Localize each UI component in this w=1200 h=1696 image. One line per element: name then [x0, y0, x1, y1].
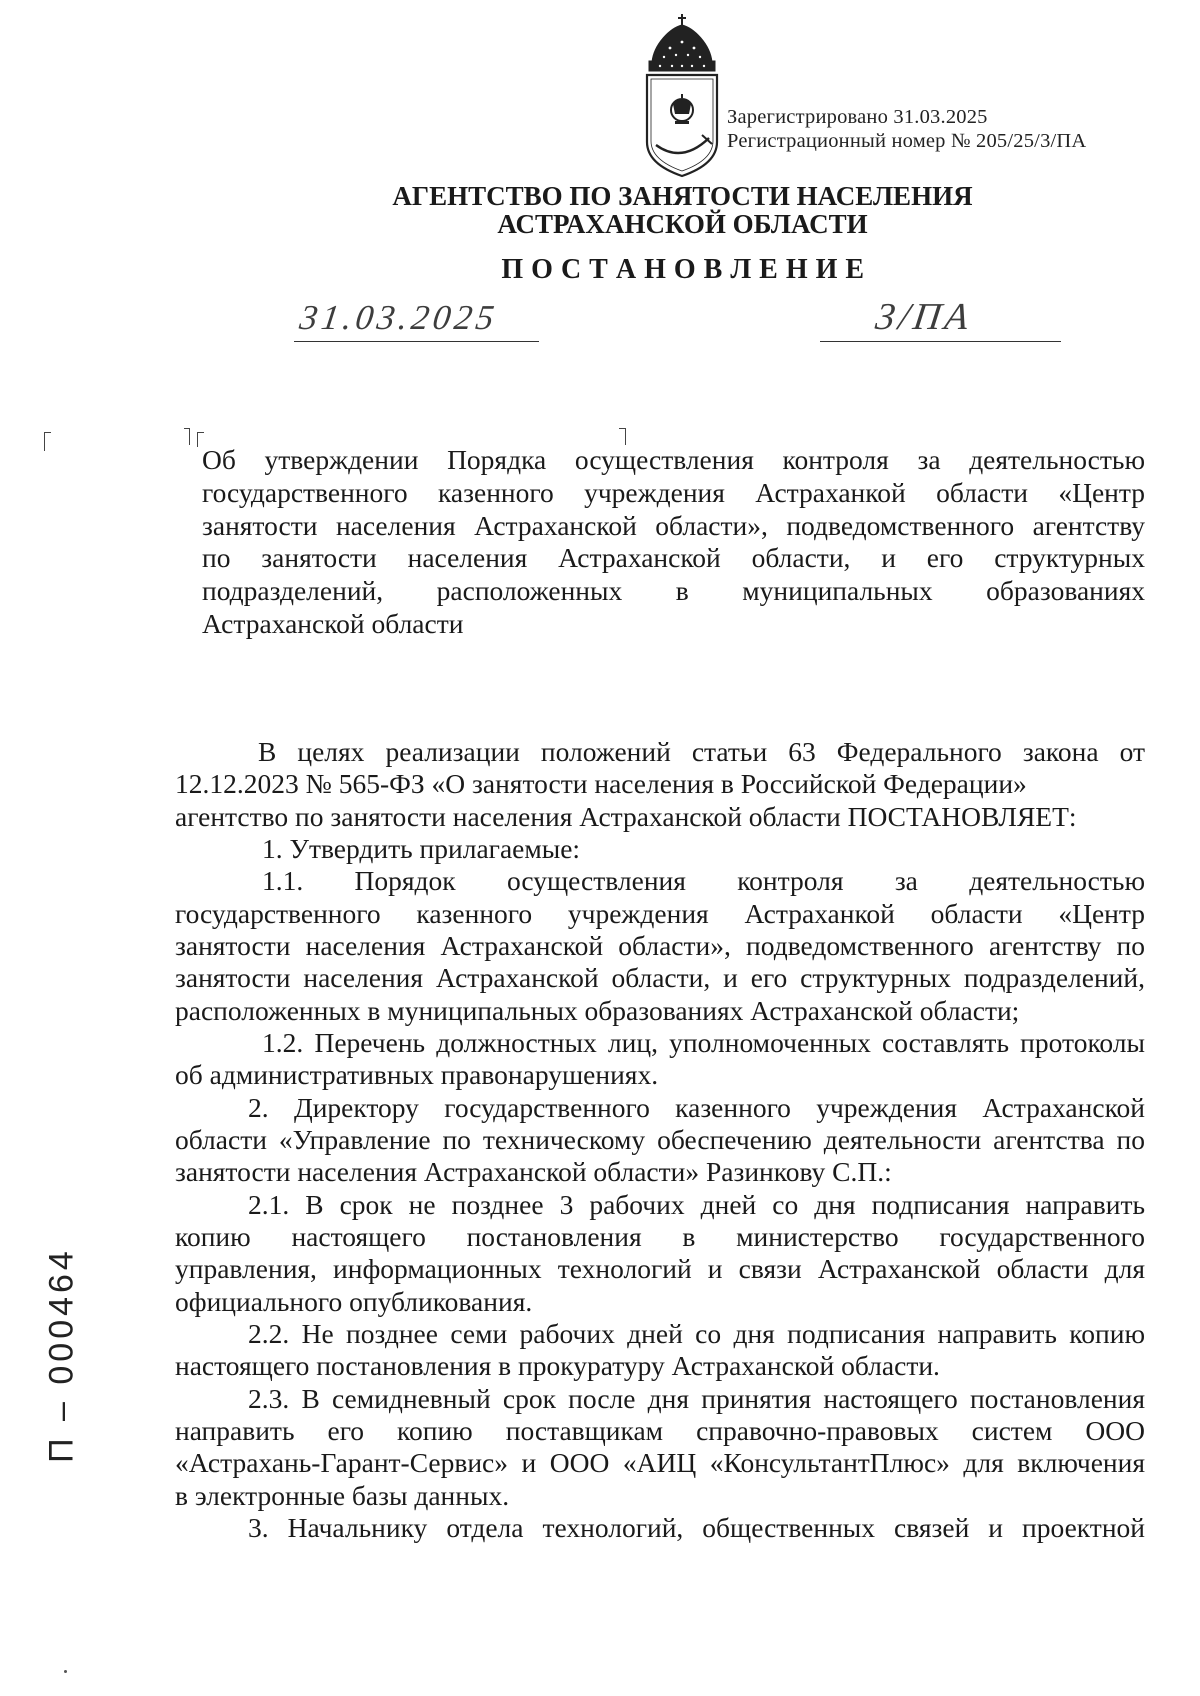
body-line: области «Управление по техническому обеспечению деятельности агентства по	[175, 1123, 1145, 1155]
body-line: 3. Начальнику отдела технологий, общественных связей и проектной	[248, 1511, 1145, 1543]
body-line: копию настоящего постановления в министерство государственного	[175, 1220, 1145, 1252]
body-line: 2.3. В семидневный срок после дня принятия настоящего постановления	[248, 1382, 1145, 1414]
document-number-stamp-text: П – 000464	[42, 1247, 81, 1463]
body-line: 12.12.2023 № 565-ФЗ «О занятости населения в Российской Федерации»	[175, 768, 1027, 800]
body-line: 1.2. Перечень должностных лиц, уполномоченных составлять протоколы	[262, 1026, 1145, 1058]
body-line: настоящего постановления в прокуратуру Астраханской области.	[175, 1350, 940, 1382]
body-line: 1.1. Порядок осуществления контроля за деятельностью	[262, 865, 1145, 897]
body-line: занятости населения Астраханской области» Разинкову С.П.:	[175, 1156, 892, 1188]
title-line: подразделений, расположенных в муниципальных образованиях	[202, 575, 1145, 607]
body-line: об административных правонарушениях.	[175, 1059, 659, 1091]
scan-speck	[64, 1670, 67, 1673]
corner-mark	[619, 428, 626, 445]
corner-mark	[44, 432, 51, 451]
title-line: государственного казенного учреждения Астраханкой области «Центр	[202, 476, 1145, 508]
document-title	[202, 444, 1145, 641]
title-line: занятости населения Астраханской области», подведомственного агентству	[202, 509, 1145, 541]
body-line: 2.2. Не позднее семи рабочих дней со дня подписания направить копию	[248, 1317, 1145, 1349]
body-line: официального опубликования.	[175, 1285, 533, 1317]
number-underline	[820, 341, 1061, 342]
body-line: 2. Директору государственного казенного учреждения Астраханской	[248, 1091, 1145, 1123]
body-line: 2.1. В срок не позднее 3 рабочих дней со дня подписания направить	[248, 1188, 1145, 1220]
registration-number: Регистрационный номер № 205/25/3/ПА	[727, 130, 1087, 152]
registration-date: Зарегистрировано 31.03.2025	[727, 106, 988, 128]
date-underline	[294, 341, 539, 342]
body-line: 1. Утвердить прилагаемые:	[262, 832, 581, 864]
document-body	[175, 736, 1145, 1544]
body-line: В целях реализации положений статьи 63 Федерального закона от	[258, 736, 1145, 767]
coat-of-arms-emblem	[642, 14, 722, 179]
agency-name-line1: АГЕНТСТВО ПО ЗАНЯТОСТИ НАСЕЛЕНИЯ	[392, 181, 973, 211]
body-line: управления, информационных технологий и связи Астраханской области для	[175, 1253, 1145, 1285]
title-line: Астраханской области	[202, 607, 464, 639]
body-line: в электронные базы данных.	[175, 1479, 510, 1511]
corner-mark	[184, 428, 190, 445]
title-line: по занятости населения Астраханской области, и его структурных	[202, 542, 1145, 574]
body-line: расположенных в муниципальных образованиях Астраханской области;	[175, 994, 1020, 1026]
body-line: занятости населения Астраханской области», подведомственного агентству по	[175, 929, 1145, 961]
body-line: «Астрахань-Гарант-Сервис» и ООО «АИЦ «КонсультантПлюс» для включения	[175, 1447, 1145, 1479]
title-line: Об утверждении Порядка осуществления контроля за деятельностью	[202, 444, 1145, 475]
handwritten-number: 3/ПА	[873, 296, 976, 338]
body-line: государственного казенного учреждения Астраханкой области «Центр	[175, 897, 1145, 929]
document-type-heading: П О С Т А Н О В Л Е Н И Е	[501, 254, 865, 285]
body-line: занятости населения Астраханской области, и его структурных подразделений,	[175, 962, 1145, 994]
handwritten-date: 31.03.2025	[297, 298, 501, 337]
body-line: направить его копию поставщикам справочно-правовых систем ООО	[175, 1414, 1145, 1446]
body-line: агентство по занятости населения Астраханской области ПОСТАНОВЛЯЕТ:	[175, 800, 1077, 832]
agency-name-line2: АСТРАХАНСКОЙ ОБЛАСТИ	[497, 209, 868, 239]
